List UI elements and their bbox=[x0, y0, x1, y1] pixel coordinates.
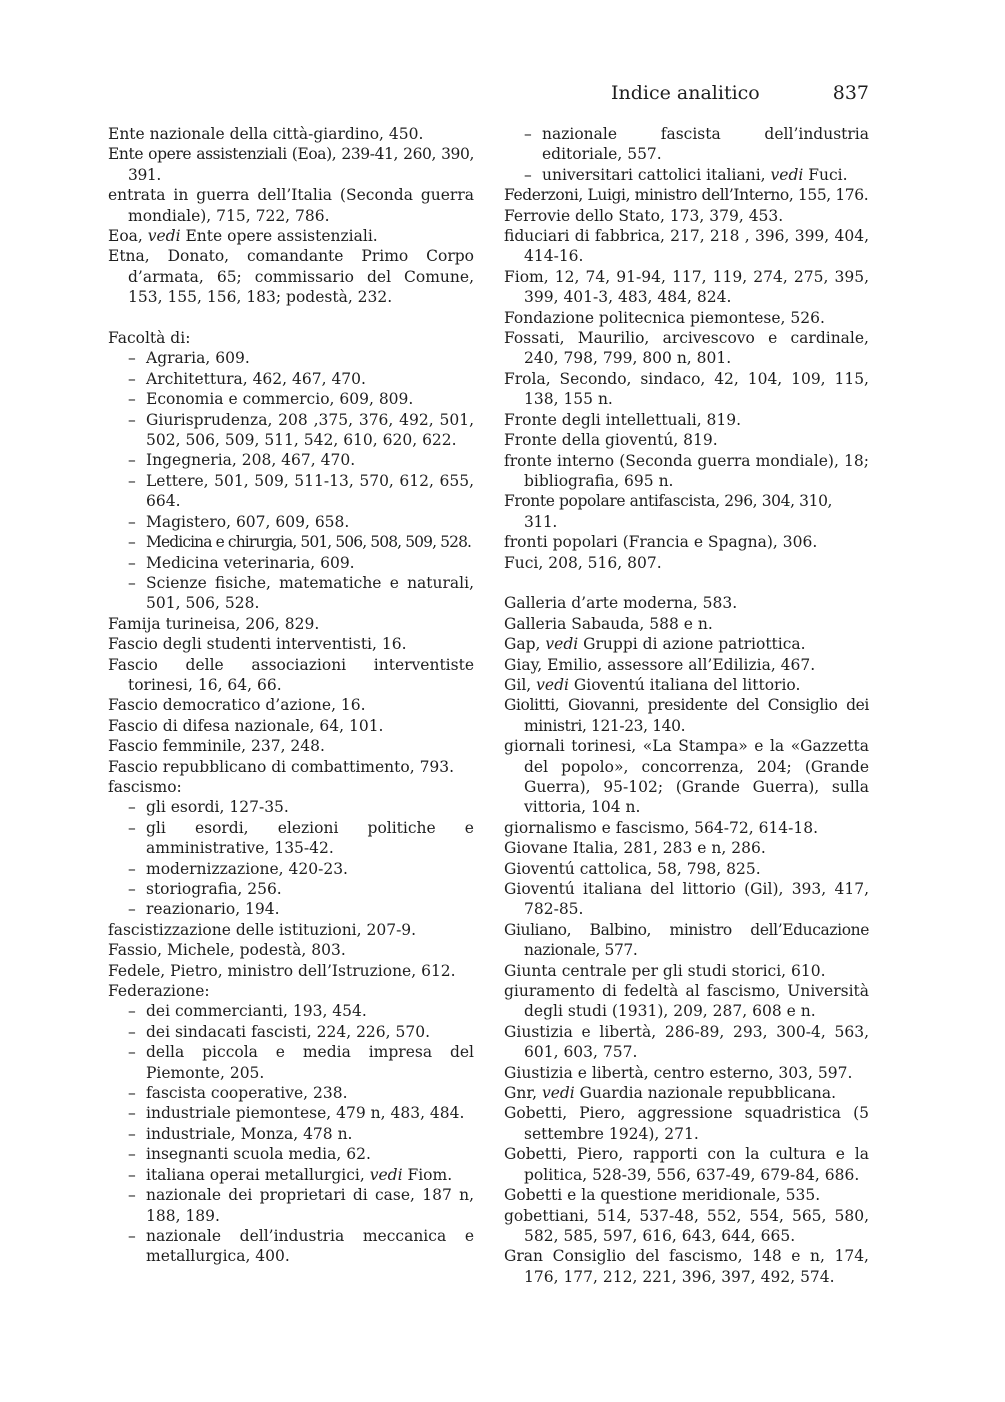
index-entry bbox=[504, 491, 869, 532]
subentry-dash: – bbox=[128, 512, 136, 531]
section-gap bbox=[504, 573, 869, 593]
index-entry bbox=[108, 736, 474, 756]
index-entry bbox=[504, 634, 869, 654]
entry-text: nazionale dei proprietari di case, 187 n, 188, 189. bbox=[146, 1186, 474, 1225]
index-subentry bbox=[108, 1022, 474, 1042]
subentry-dash: – bbox=[128, 1104, 136, 1123]
entry-text: giornalismo e fascismo, 564-72, 614-18. bbox=[504, 818, 819, 837]
entry-text: Gobetti, Piero, rapporti con la cultura e la politica, 528-39, 556, 637-49, 679-84, 686. bbox=[504, 1145, 869, 1184]
page-number: 837 bbox=[832, 82, 869, 104]
index-entry bbox=[504, 1063, 869, 1083]
index-entry bbox=[108, 961, 474, 981]
entry-text: giuramento di fedeltà al fascismo, Università degli studi (1931), 209, 287, 608 e n. bbox=[504, 982, 869, 1021]
index-entry bbox=[504, 1083, 869, 1103]
entry-text: Fassio, Michele, podestà, 803. bbox=[108, 941, 346, 960]
index-subentry bbox=[108, 879, 474, 899]
index-entry bbox=[108, 328, 474, 348]
entry-text: Eoa, vedi Ente opere assistenziali. bbox=[108, 227, 378, 246]
entry-text: dei sindacati fascisti, 224, 226, 570. bbox=[146, 1022, 431, 1041]
index-subentry bbox=[108, 1185, 474, 1226]
entry-text: giornali torinesi, «La Stampa» e la «Gazzetta del popolo», concorrenza, 204; (Grande Guerra), 95-102; (Grande Guerra), sulla vittoria, 104 n. bbox=[504, 737, 869, 817]
entry-text: modernizzazione, 420-23. bbox=[146, 859, 348, 878]
entry-text: Medicina e chirurgia, 501, 506, 508, 509, 528. bbox=[146, 533, 472, 552]
index-entry bbox=[504, 920, 869, 961]
subentry-dash: – bbox=[524, 125, 532, 143]
index-entry bbox=[108, 695, 474, 715]
subentry-dash: – bbox=[128, 1043, 136, 1062]
entry-text: Fascio femminile, 237, 248. bbox=[108, 737, 325, 756]
index-entry bbox=[504, 1246, 869, 1287]
entry-text: Giunta centrale per gli studi storici, 610. bbox=[504, 961, 826, 980]
index-entry bbox=[504, 1206, 869, 1247]
entry-text: universitari cattolici italiani, vedi Fuci. bbox=[542, 165, 848, 184]
index-subentry bbox=[108, 1083, 474, 1103]
subentry-dash: – bbox=[128, 369, 136, 388]
subentry-dash: – bbox=[128, 451, 136, 470]
index-subentry bbox=[504, 124, 869, 165]
index-subentry bbox=[108, 471, 474, 512]
entry-text: Medicina veterinaria, 609. bbox=[146, 553, 355, 572]
index-subentry bbox=[108, 389, 474, 409]
entry-text: Ente opere assistenziali (Eoa), 239-41, 260, 390, 391. bbox=[108, 145, 474, 184]
entry-text: Fiom, 12, 74, 91-94, 117, 119, 274, 275, 395, 399, 401-3, 483, 484, 824. bbox=[504, 267, 869, 307]
subentry-dash: – bbox=[128, 410, 136, 429]
subentry-dash: – bbox=[128, 900, 136, 919]
index-entry bbox=[504, 451, 869, 492]
index-subentry bbox=[108, 573, 474, 614]
entry-text: italiana operai metallurgici, vedi Fiom. bbox=[146, 1165, 453, 1184]
entry-text: Architettura, 462, 467, 470. bbox=[146, 369, 366, 388]
entry-text: gli esordi, 127-35. bbox=[146, 798, 289, 817]
entry-text: Ingegneria, 208, 467, 470. bbox=[146, 451, 356, 470]
subentry-dash: – bbox=[128, 533, 135, 552]
entry-text: Giovane Italia, 281, 283 e n, 286. bbox=[504, 839, 766, 858]
index-subentry bbox=[108, 1124, 474, 1144]
index-entry bbox=[504, 328, 869, 369]
entry-text: insegnanti scuola media, 62. bbox=[146, 1145, 371, 1164]
index-entry bbox=[504, 675, 869, 695]
entry-text: Gioventú italiana del littorio (Gil), 393, 417, 782-85. bbox=[504, 880, 869, 919]
index-entry bbox=[504, 1144, 869, 1185]
index-entry bbox=[504, 1022, 869, 1063]
index-entry bbox=[108, 920, 474, 940]
index-subentry bbox=[108, 1165, 474, 1185]
entry-text: Scienze fisiche, matematiche e naturali, 501, 506, 528. bbox=[146, 573, 474, 613]
subentry-dash: – bbox=[128, 553, 136, 572]
index-entry bbox=[504, 553, 869, 573]
subentry-dash: – bbox=[128, 798, 136, 817]
index-column-right bbox=[504, 124, 869, 1287]
entry-text: fronti popolari (Francia e Spagna), 306. bbox=[504, 533, 818, 552]
index-subentry bbox=[108, 348, 474, 368]
entry-text: Fascio delle associazioni interventiste torinesi, 16, 64, 66. bbox=[108, 655, 474, 694]
index-subentry bbox=[108, 512, 474, 532]
entry-text: Fuci, 208, 516, 807. bbox=[504, 553, 662, 572]
subentry-dash: – bbox=[128, 1165, 136, 1184]
entry-text: Gran Consiglio del fascismo, 148 e n, 174, 176, 177, 212, 221, 396, 397, 492, 574. bbox=[504, 1247, 869, 1286]
section-gap bbox=[108, 308, 474, 328]
index-subentry bbox=[108, 450, 474, 470]
index-subentry bbox=[108, 553, 474, 573]
subentry-dash: – bbox=[128, 1124, 136, 1143]
entry-text: Fossati, Maurilio, arcivescovo e cardinale, 240, 798, 799, 800 n, 801. bbox=[504, 329, 869, 368]
entry-text: Gioventú cattolica, 58, 798, 825. bbox=[504, 859, 761, 878]
entry-text: Giuliano, Balbino, ministro dell’Educazione nazionale, 577. bbox=[504, 920, 869, 960]
index-entry bbox=[504, 226, 869, 267]
index-entry bbox=[504, 206, 869, 226]
entry-text: Giustizia e libertà, centro esterno, 303, 597. bbox=[504, 1063, 853, 1082]
entry-text: storiografia, 256. bbox=[146, 880, 282, 899]
running-header bbox=[0, 82, 1005, 106]
subentry-dash: – bbox=[524, 165, 532, 184]
index-entry bbox=[504, 695, 869, 736]
entry-text: Ente nazionale della città-giardino, 450. bbox=[108, 125, 424, 143]
subentry-dash: – bbox=[128, 859, 136, 878]
entry-text: Fascio di difesa nazionale, 64, 101. bbox=[108, 716, 384, 735]
entry-text: Agraria, 609. bbox=[146, 349, 250, 368]
index-entry bbox=[504, 1103, 869, 1144]
index-entry bbox=[108, 144, 474, 185]
index-entry bbox=[504, 818, 869, 838]
index-subentry bbox=[108, 1001, 474, 1021]
index-entry bbox=[504, 859, 869, 879]
entry-text: Frola, Secondo, sindaco, 42, 104, 109, 115, 138, 155 n. bbox=[504, 369, 869, 409]
entry-text: industriale piemontese, 479 n, 483, 484. bbox=[146, 1104, 465, 1123]
entry-text: Ferrovie dello Stato, 173, 379, 453. bbox=[504, 206, 784, 225]
index-entry bbox=[108, 634, 474, 654]
subentry-dash: – bbox=[128, 818, 136, 837]
entry-text: Giurisprudenza, 208 ,375, 376, 492, 501, 502, 506, 509, 511, 542, 610, 620, 622. bbox=[146, 410, 474, 450]
index-subentry bbox=[108, 859, 474, 879]
index-entry bbox=[504, 593, 869, 613]
index-entry bbox=[504, 838, 869, 858]
subentry-dash: – bbox=[128, 1002, 136, 1021]
index-entry bbox=[504, 1185, 869, 1205]
entry-text: Gobetti e la questione meridionale, 535. bbox=[504, 1186, 821, 1205]
entry-text: Gobetti, Piero, aggressione squadristica (5 settembre 1924), 271. bbox=[504, 1104, 869, 1143]
index-entry bbox=[108, 716, 474, 736]
subentry-dash: – bbox=[128, 1186, 136, 1205]
entry-text: Federazione: bbox=[108, 982, 210, 1001]
running-title: Indice analitico bbox=[611, 82, 760, 104]
index-entry bbox=[108, 226, 474, 246]
entry-text: Etna, Donato, comandante Primo Corpo d’armata, 65; commissario del Comune, 153, 155, 156, 183; podestà, 232. bbox=[108, 247, 474, 307]
entry-text: Giustizia e libertà, 286-89, 293, 300-4, 563, 601, 603, 757. bbox=[504, 1022, 869, 1062]
index-entry bbox=[504, 532, 869, 552]
subentry-dash: – bbox=[128, 1022, 136, 1041]
index-column-left bbox=[108, 124, 474, 1267]
entry-text: Magistero, 607, 609, 658. bbox=[146, 512, 350, 531]
entry-text: dei commercianti, 193, 454. bbox=[146, 1002, 367, 1021]
entry-text: Economia e commercio, 609, 809. bbox=[146, 390, 414, 409]
entry-text: fiduciari di fabbrica, 217, 218 , 396, 399, 404, 414-16. bbox=[504, 227, 869, 266]
entry-text: nazionale fascista dell’industria editoriale, 557. bbox=[542, 125, 869, 164]
index-entry bbox=[504, 410, 869, 430]
index-entry bbox=[108, 246, 474, 307]
index-entry bbox=[504, 655, 869, 675]
entry-text: fronte interno (Seconda guerra mondiale), 18; bibliografia, 695 n. bbox=[504, 451, 869, 490]
entry-text: Galleria d’arte moderna, 583. bbox=[504, 594, 738, 613]
index-subentry bbox=[108, 410, 474, 451]
index-subentry bbox=[108, 1226, 474, 1267]
entry-text: Gil, vedi Gioventú italiana del littorio. bbox=[504, 675, 801, 694]
entry-text: Fascio degli studenti interventisti, 16. bbox=[108, 635, 407, 654]
entry-text: fascista cooperative, 238. bbox=[146, 1084, 348, 1103]
index-subentry bbox=[108, 818, 474, 859]
entry-text: reazionario, 194. bbox=[146, 900, 280, 919]
entry-text: industriale, Monza, 478 n. bbox=[146, 1124, 353, 1143]
index-entry bbox=[504, 267, 869, 308]
subentry-dash: – bbox=[128, 573, 136, 592]
entry-text: gli esordi, elezioni politiche e amministrative, 135-42. bbox=[146, 818, 474, 858]
index-entry bbox=[504, 614, 869, 634]
subentry-dash: – bbox=[128, 880, 136, 899]
entry-text: Gap, vedi Gruppi di azione patriottica. bbox=[504, 635, 806, 654]
entry-text: Fronte degli intellettuali, 819. bbox=[504, 410, 742, 429]
index-subentry bbox=[108, 797, 474, 817]
index-entry bbox=[108, 124, 474, 144]
index-entry bbox=[108, 185, 474, 226]
subentry-dash: – bbox=[128, 471, 136, 490]
index-entry bbox=[504, 308, 869, 328]
entry-text: Giolitti, Giovanni, presidente del Consiglio dei ministri, 121-23, 140. bbox=[504, 696, 869, 735]
index-entry bbox=[504, 736, 869, 818]
entry-text: Galleria Sabauda, 588 e n. bbox=[504, 614, 713, 633]
entry-text: nazionale dell’industria meccanica e metallurgica, 400. bbox=[146, 1226, 474, 1266]
index-entry bbox=[108, 655, 474, 696]
index-subentry bbox=[108, 369, 474, 389]
index-entry bbox=[504, 981, 869, 1022]
subentry-dash: – bbox=[128, 349, 136, 368]
entry-text: della piccola e media impresa del Piemonte, 205. bbox=[146, 1043, 474, 1082]
index-entry bbox=[108, 757, 474, 777]
entry-text: Gnr, vedi Guardia nazionale repubblicana. bbox=[504, 1084, 837, 1103]
index-entry bbox=[504, 430, 869, 450]
entry-text: Fondazione politecnica piemontese, 526. bbox=[504, 308, 825, 327]
entry-text: gobettiani, 514, 537-48, 552, 554, 565, 580, 582, 585, 597, 616, 643, 644, 665. bbox=[504, 1206, 869, 1245]
index-subentry bbox=[108, 899, 474, 919]
index-subentry bbox=[108, 532, 474, 552]
entry-text: Fascio repubblicano di combattimento, 793. bbox=[108, 757, 455, 776]
index-entry bbox=[504, 879, 869, 920]
subentry-dash: – bbox=[128, 1145, 136, 1164]
index-subentry bbox=[504, 165, 869, 185]
entry-text: Fronte della gioventú, 819. bbox=[504, 431, 718, 450]
index-subentry bbox=[108, 1103, 474, 1123]
entry-text: Facoltà di: bbox=[108, 329, 191, 348]
entry-text: fascistizzazione delle istituzioni, 207-9. bbox=[108, 920, 417, 939]
index-entry bbox=[108, 981, 474, 1001]
index-entry bbox=[108, 614, 474, 634]
index-subentry bbox=[108, 1144, 474, 1164]
subentry-dash: – bbox=[128, 1084, 136, 1103]
index-entry bbox=[108, 940, 474, 960]
index-entry bbox=[108, 777, 474, 797]
entry-text: fascismo: bbox=[108, 777, 182, 796]
entry-text: Fascio democratico d’azione, 16. bbox=[108, 696, 366, 715]
entry-text: Fedele, Pietro, ministro dell’Istruzione, 612. bbox=[108, 961, 456, 980]
subentry-dash: – bbox=[128, 1226, 136, 1245]
entry-text: Federzoni, Luigi, ministro dell’Interno, 155, 176. bbox=[504, 186, 869, 205]
index-entry bbox=[504, 961, 869, 981]
entry-text: Lettere, 501, 509, 511-13, 570, 612, 655, 664. bbox=[146, 471, 474, 511]
subentry-dash: – bbox=[128, 390, 136, 409]
entry-text: entrata in guerra dell’Italia (Seconda guerra mondiale), 715, 722, 786. bbox=[108, 186, 474, 225]
entry-text: Giay, Emilio, assessore all’Edilizia, 467. bbox=[504, 655, 816, 674]
entry-text: Fronte popolare antifascista, 296, 304, 310, 311. bbox=[504, 492, 833, 531]
index-entry bbox=[504, 369, 869, 410]
index-subentry bbox=[108, 1042, 474, 1083]
index-entry bbox=[504, 185, 869, 205]
entry-text: Famija turineisa, 206, 829. bbox=[108, 614, 320, 633]
